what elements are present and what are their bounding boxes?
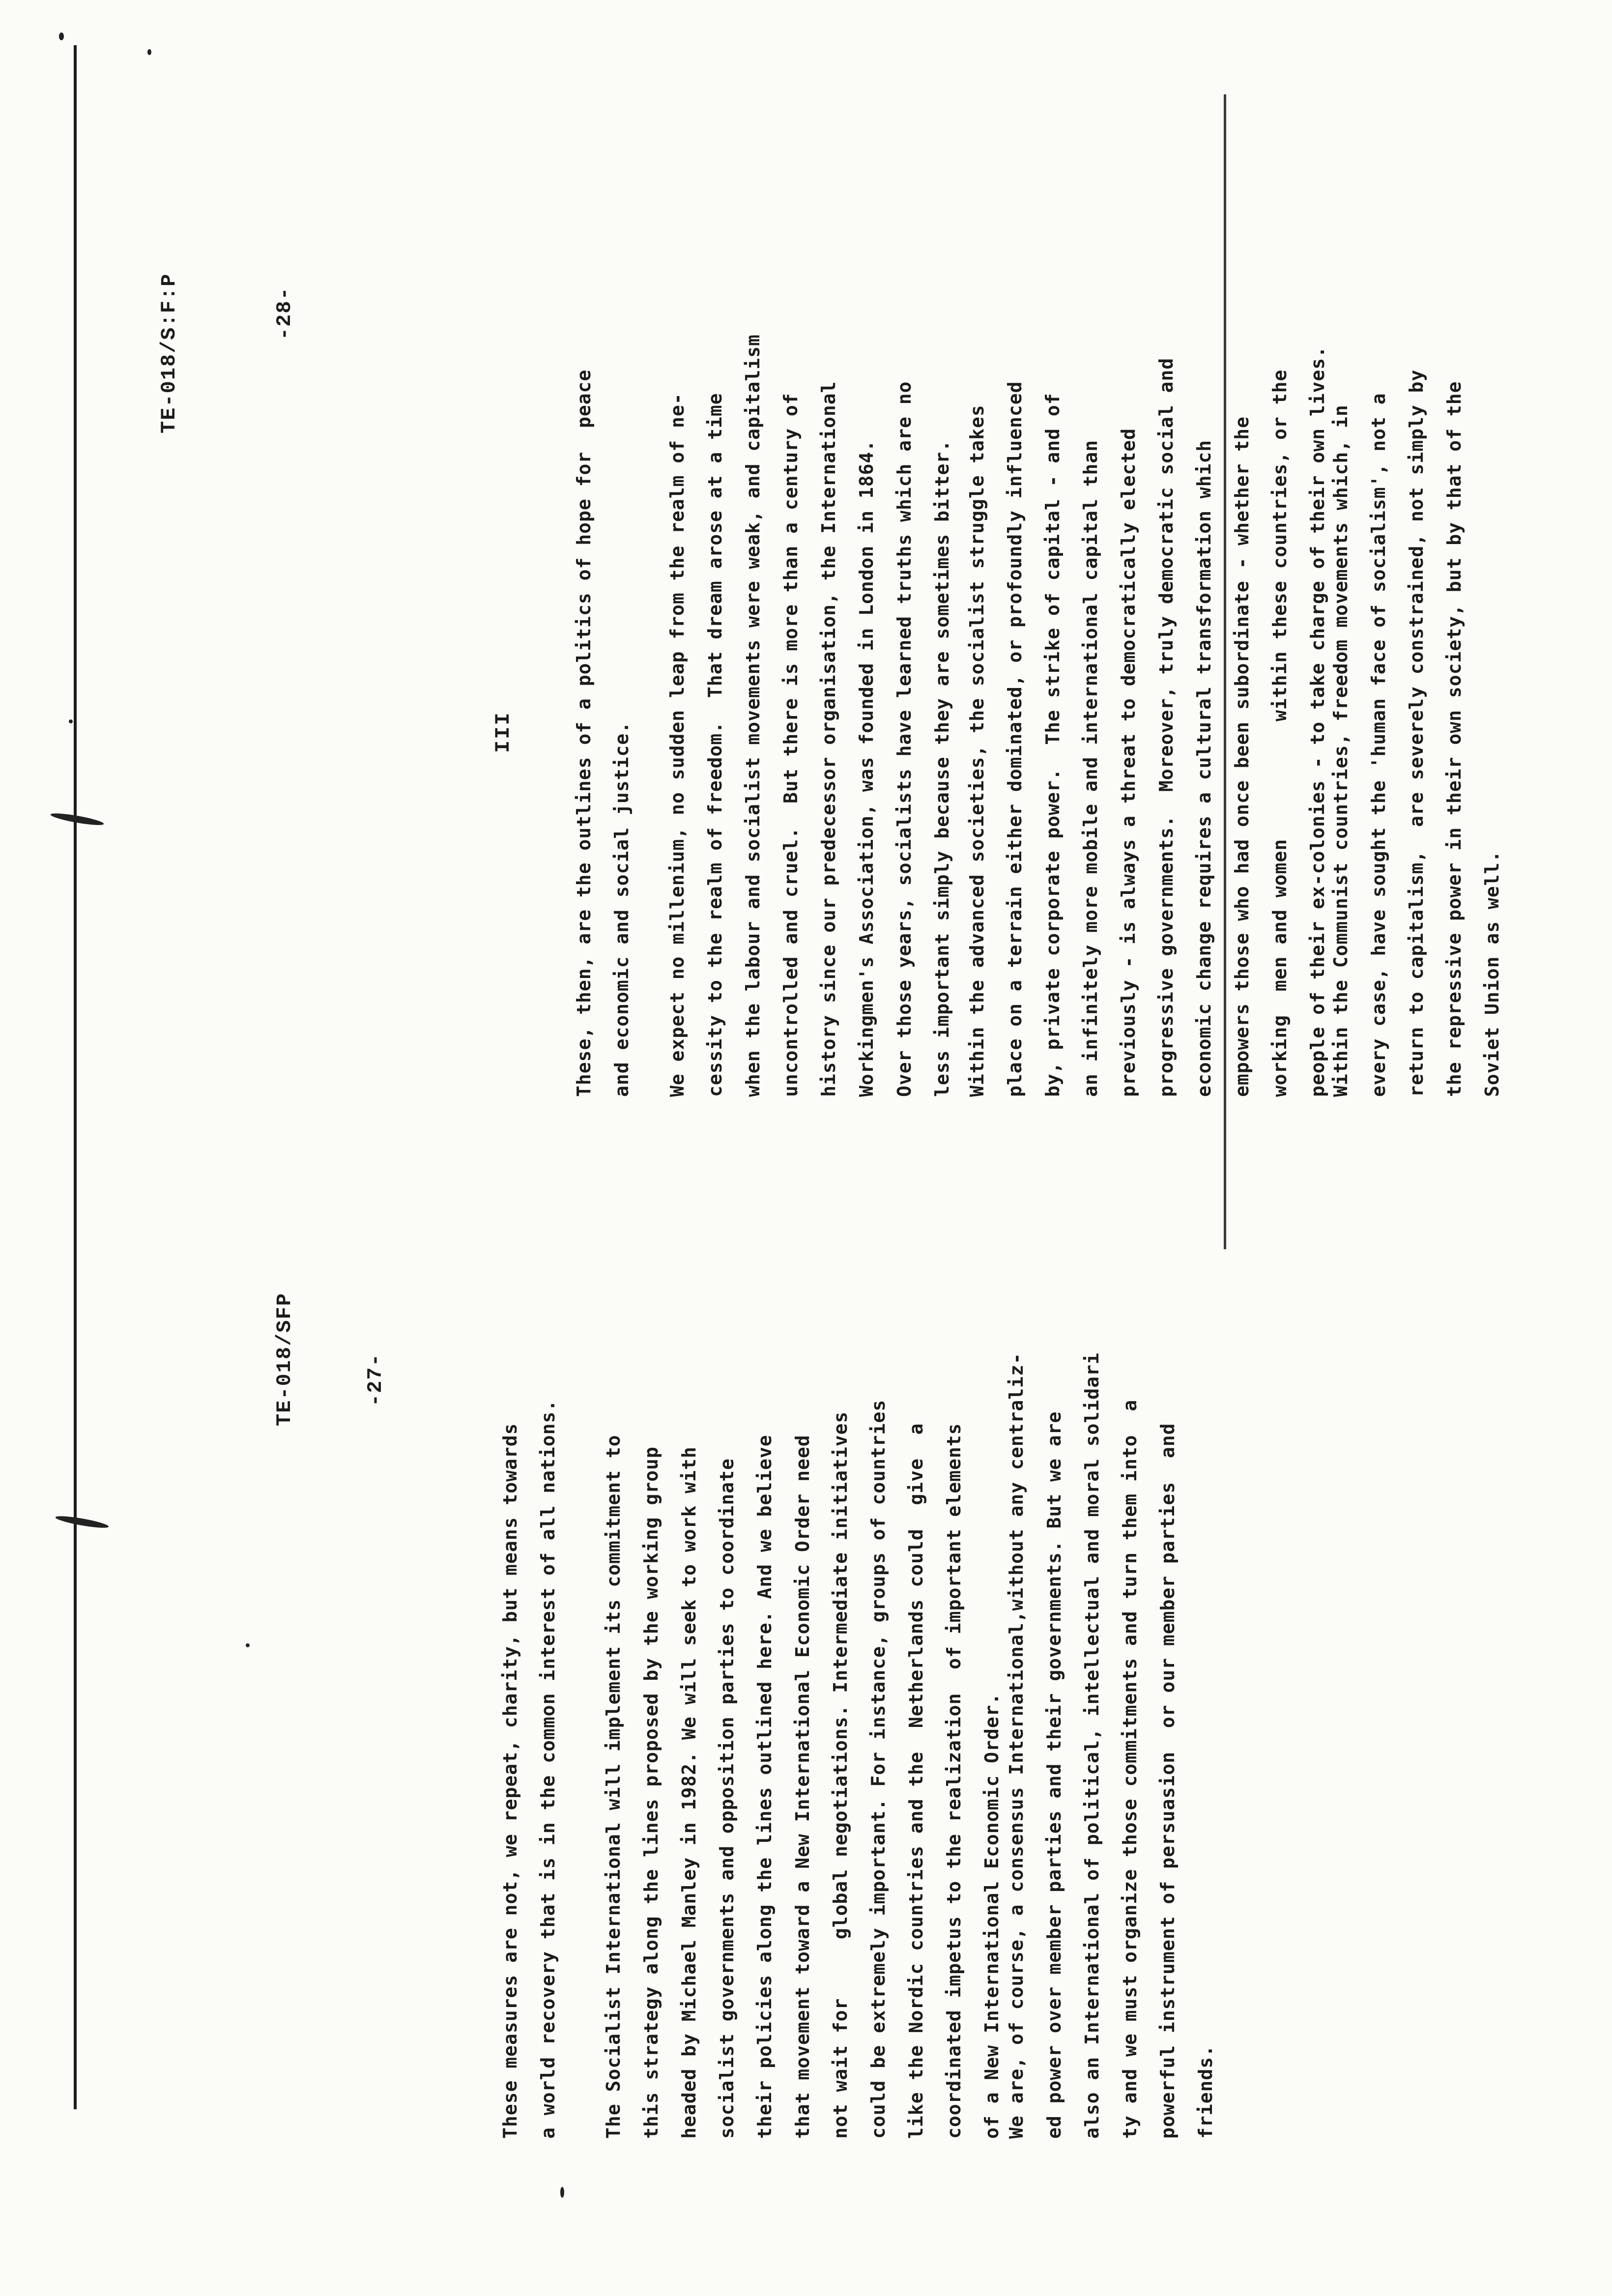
right-paragraph-3: Within the advanced societies, the socialist struggle takes place on a terrain either dominated, or profoundly influenced by, private corporate power. The strike of capital - and of an infinitely more mobile and international capital than previously - is always a threat to democratically elected progressive governments. Moreover, truly democratic social and economic change requires a cultural transformation which empowers those who had once been subordinate - whether the working men and women within these countries, or the people of their ex-colonies - to take charge of their own lives. [966, 345, 1328, 1097]
scan-dot [69, 719, 73, 723]
right-paragraph-1: These, then, are the outlines of a politics of hope for peace and economic and social justice. [573, 369, 633, 1097]
right-page-number: -28- [273, 287, 296, 340]
right-page-code: TE-018/S:F:P [157, 273, 181, 433]
left-paragraph-3: We are, of course, a consensus International,without any centraliz- ed power over member parties and their governments. But we are also an International of political, intellectual and moral solidari ty and we must organize those commitments and turn them into a powerful instrument of persuasion or our member parties and friends. [1006, 1352, 1216, 2139]
left-paragraph-2: The Socialist International will implement its commitment to this strategy along the lines proposed by the working group headed by Michael Manley in 1982. We will seek to work with socialist governments and opposition parties to coordinate their policies along the lines outlined here. And we believe that movement toward a New International Economic Order need not wait for global negotiations. Intermediate initiatives could be extremely important. For instance, groups of countries like the Nordic countries and the Netherlands could give a coordinated impetus to the realization of important elements of a New International Economic Order. [603, 1399, 1003, 2139]
punch-hole-mark [55, 1514, 110, 1530]
right-paragraph-2: We expect no millenium, no sudden leap from the realm of ne- cessity to the realm of freedom. That dream arose at a time when the labour and socialist movements were weak, and capitalism uncontrolled and cruel. But there is more than a century of history since our predecessor organisation, the International Workingmen's Association, was founded in London in 1864. Over those years, socialists have learned truths which are no less important simply because they are sometimes bitter. [666, 334, 953, 1097]
punch-hole-mark [50, 811, 105, 828]
section-heading: III [491, 711, 515, 753]
left-paragraph-1: These measures are not, we repeat, charity, but means towards a world recovery that is in the common interest of all nations. [499, 1399, 559, 2139]
right-paragraph-4: Within the Communist countries, freedom movements which, in every case, have sought the 'human face of socialism', not a return to capitalism, are severely constrained, not simply by the repressive power in their own society, but by that of the Soviet Union as well. [1330, 369, 1503, 1097]
scan-dot [59, 32, 64, 40]
scan-dot [246, 1643, 250, 1647]
page-top-rule [74, 45, 77, 2109]
left-page-code: TE-018/SFP [273, 1292, 296, 1426]
left-page-number: -27- [364, 1353, 387, 1406]
scan-dot [147, 49, 151, 55]
scan-dot [560, 2187, 564, 2198]
